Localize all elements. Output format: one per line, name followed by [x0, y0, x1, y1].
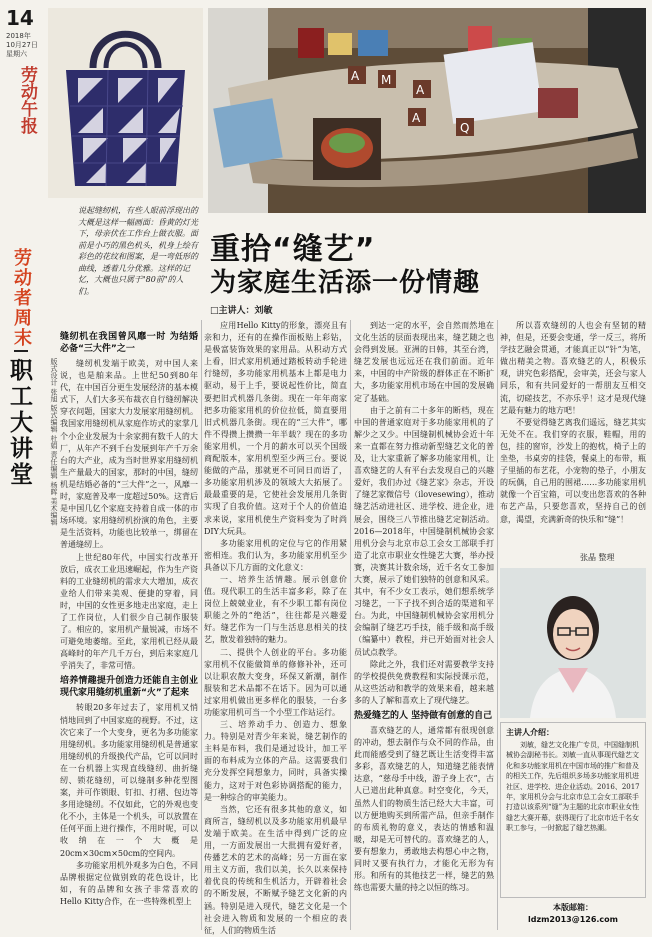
svg-text:A: A: [416, 83, 425, 97]
speaker-portrait: [500, 568, 646, 718]
photo-caption: 说起缝纫机，有些人眼前浮现出的大概是这样一幅画面：昏黄的灯光下，母亲伏在工作台上做衣服。面前是小巧的黑色机头，机身上绘有彩色的花纹和图案，是一弯低形的曲线，透着几分优雅。这样的记忆，大概也只属于"80前"的人们。: [78, 206, 198, 296]
svg-text:A: A: [412, 111, 421, 125]
host-byline: □主讲人：刘敏: [210, 306, 273, 316]
column-rule: [201, 320, 202, 930]
headline-line-2: 为家庭生活添一份情趣: [210, 268, 481, 298]
subheading-history: 缝纫机在我国曾风靡一时 为结婚必备“三大件”之一: [60, 332, 198, 354]
issue-date: [6, 32, 38, 59]
editor-credits: 版式设计 张旭 版式编辑 杜娟 责任编辑 杨晖 美术编辑: [50, 358, 58, 526]
article-column-4: [500, 320, 646, 560]
paragraph: 缝纫机发端于欧美，对中国人来说，也是舶来品。上世纪50到80年代，在中国百分更生发展经济的基本模式下，人们大多买布裁衣自行缝纫解决穿衣问题，国家大力发展家用缝纫机。我国家用缝纫机从家庭作坊式的家掌几个小企业发展为十余家拥有数千人的大厂，从年产不到千台发展到年产千万余台的大产业，成为当时世界家用缝纫机生产量最大的国家，那时的中国，缝纫机是结婚必备的“三大件”之一，风靡一时，家庭普及率一度超过50%。这背后是中国几亿个家庭支持着自成一体的市场环境。家用缝纫机扮演的角色，主要是生活资料，功能也比较单一，绑留在普通缝纫上。: [60, 359, 198, 550]
subheading-creative: 热爱缝艺的人 坚持做有创意的自己: [354, 711, 493, 721]
compiler-signoff: 张晶 整理: [580, 553, 615, 562]
column-rule: [350, 320, 351, 930]
mailbox-email[interactable]: ldzm2013@126.com: [527, 915, 619, 924]
paragraph: 不要觉得缝艺离我们遥远，缝艺其实无处不在。我们穿的衣服，鞋帽，用的包，挂的窗帘，沙发上的抱枕，椅子上的坐垫，书桌旁的挂袋，餐桌上的布带，瓶子里插的布艺花，小宠物的垫子，小朋友的玩偶，自己用的围裙……多功能家用机就像一个百宝箱，可以变出您喜欢的各种布艺产品，只要您喜欢，坚持自己的创意，渴望，充满新奇的快乐和“缝”！: [500, 417, 646, 524]
paragraph: 喜欢缝艺的人，通常都有很现创意的冲动，想去制作与众不同的作品，由此而能感受到了缝艺既让生活变得丰富多彩，喜欢缝艺的人，知道缝艺能表情达意，“慈母手中线，游子身上衣”，古人已道出此种真意。时空变化，今天，虽然人们的物质生活已经大大丰富，可以方便地购买到所需产品，但亲手制作的布质礼物的意义，表达的情感和温暖，却是无可替代的。喜欢缝艺的人，要有想象力，勇敢地去构想心中之物，同时又要有执行力，才能化无形为有形。和所有的其他技艺一样，缝艺的熟练也需要大量的持之以恒的练习。: [354, 726, 494, 893]
date-line-day: 10月27日: [6, 41, 38, 49]
paragraph: 应用Hello Kitty的形象，漂亮且有亲和力，还有的在操作面板贴上彩钻，是极富装饰效果的家用品。从积动方式上看，旧式家用机通过踏板转动手轮进行缝纫，多功能家用机基本上都是电力驱动，易于上手，要说起性价比，简直要把旧式机器几条街。现在一年年商家把多功能家用机的价位拉低，简直要用旧式机器几条街。现在的“三大件”，哪件不得攒上攒攒一年半载？现在的多功能家用机，一个月的薪水可以买个国级商配版本，家用机型至少两三台。要说能做的产品，那就更不可同日而语了，多功能家用机涉及的领域大大拓展了。最最重要的是，它使社会发展用几条街实现了自我价值。这对于个人的价值追求来说，家用机使生产资料变为了时尚DIY大玩具。: [204, 321, 347, 536]
column-label-weekend: 劳动者周末: [11, 248, 32, 348]
page-mailbox: [500, 902, 646, 926]
paragraph: 除此之外，我们还对需要教学支持的学校提供免费教程和实际授课示范，从这些活动和教学的效果来看，越来越多的人了解和喜欢上了现代缝艺。: [354, 659, 494, 705]
column-divider: [14, 350, 28, 358]
mailbox-label: 本版邮箱：: [553, 903, 593, 912]
column-rule: [497, 320, 498, 930]
bio-text: 刘敏，缝艺文化推广专员，中国缝制机械协会副秘书长。刘敏一直从事现代缝艺文化和多功能家用机在中国市场的推广和普及的相关工作，先后组织多场多功能家用机进社区、进学校、进企业活动。2016、2017年，家用机分会与北京市总工会女工部联手打造以该系列“缝”为主题的北京市职业女性缝艺大赛开幕，获得现行了北京市近千名女职工参与，一时掀起了缝艺热潮。: [506, 741, 640, 833]
article-column-3: [354, 320, 494, 930]
paragraph: 由于之前有二十多年的断档，现在中国的普通家庭对于多功能家用机的了解少之又少。中国缝制机械协会近十年来一直都在努力推动新型缝艺文化的普及，让大家重新了解多功能家用机，让喜欢缝艺的人有平台去发现自己的兴趣爱好，我们办过《缝艺家》杂志，开设了缝艺家微信号（ilovesewing），推动缝艺活动进社区、进学校、进企业，进展会，围绕三八节推出缝艺定制活动。2016—2018年，中国缝制机械协会家用机分会与北京市总工会女工部联手打造了北京市职业女性缝艺大赛，举办授赛，决赛其计数余场，近千名女工参加大赛，展示了她们独特的创意和风采。其中，有不少女工表示，她们想系统学习缝艺，一下子找不到合适的渠道和平台。为此，中国缝制机械协会家用机分会编制了缝艺巧手技，能手级和高手级（编纂中）教程，并已开始面对社会人员试点教学。: [354, 405, 494, 657]
paragraph: 当然，它还有很多其他的意义，如商所言，缝纫机以及多功能家用机最早发端于欧美。在生活中得到广泛的应用，一方面发展出一大批拥有爱好者，传播艺术的艺术的高峰；另一方面在家用主义方面，我们以美，长久以来保持着优良的传统和生机活力，开辟着社会的不断发展，不断赋予缝艺文化新的内涵。特别是进入现代，缝艺文化是一个社会进入物质和发展的一个相应的表征，人们的物质生活: [204, 804, 347, 935]
svg-text:A: A: [351, 69, 360, 83]
paragraph: 二、提供个人创业的平台。多功能家用机不仅能做简单的修修补补，还可以让职农散大变身，环保又新潮，制作服装和艺术品都不在话下。因为可以通过家用机做出更多样化的服装，一台多功能家用机可当一个小型工作站运行。: [204, 647, 347, 717]
paragraph: 到达一定的水平，会自然而然地在文化生活的层面表现出来，缝艺随之也会得到发展。亚洲的日韩，其至台湾，缝艺发展也远远还在我们前面。近年来，中国的中产阶级的群体正在不断扩大，多功能家用机市场在中国的发展确定了基础。: [354, 321, 494, 403]
article-column-2: [204, 320, 347, 935]
speaker-bio-box: [500, 722, 646, 898]
paragraph: 多功能家用机外观多为白色，不同品牌根据定位做别致的花色设计，比如，有的品牌和女孩子非常喜欢的Hello Kitty合作，在一些特殊机型上: [60, 860, 198, 906]
svg-text:Q: Q: [460, 121, 470, 135]
paragraph: 上世纪80年代，中国实行改革开放后，成衣工业迅速崛起，作为生产资料的工业缝纫机的需求大大增加，成衣业给人们带来美观、便捷的穿着，同时，中国的女性更多地走出家庭，走上了工作岗位，人们很少自己制作服装了。相应的，家用机产量锐减，市场不可避免地萎缩。至此，家用机已经从最高峰时的年产几千万台，到后来家庭几乎消失了，非常可惜。: [60, 552, 198, 671]
quilted-bag-photo: [48, 8, 203, 198]
paragraph: 多功能家用机的定位与它的作用紧密相连。我们认为，多功能家用机至少具备以下几方面的文化意义：: [204, 538, 347, 572]
article-column-1: [60, 328, 198, 930]
subheading-revival: 培养情趣提升创造力还能自主创业 现代家用缝纫机重新“火”了起来: [60, 676, 198, 699]
headline-line-1: 重拾“缝艺”: [210, 232, 376, 267]
paragraph: 转眼20多年过去了，家用机又悄悄地回到了中国家庭的视野。不过，这次它来了一个大变身，更名为多功能家用缝纫机。多功能家用缝纫机是普通家用缝纫机的升级换代产品，它可以同时在一台机器上实现直线缝纫、曲折缝纫、锁花缝纫，可以缝制多种花型图案，并可作锁眼、钉扣、打褶、包边等多用途缝纫。不仅如此，它的外观也变化不小，主体是一个机头，可以放置在任何平面上进行操作，不用时呢，可以收纳在一个大概是20cm×30cm×50cm的空间内。: [60, 703, 198, 858]
column-label-lecture: 职工大讲堂: [6, 358, 32, 488]
date-line-weekday: 星期六: [6, 50, 27, 58]
date-line-year: 2018年: [6, 32, 31, 40]
paper-logo: 劳动午报: [17, 66, 37, 134]
sewing-workshop-photo: [208, 8, 646, 213]
paragraph: 三、培养动手力、创造力、想象力。特别是对青少年来说，缝艺制作的主料是布料，我们是通过设计，加工平面的布料成为立体的产品。这需要我们充分发挥空间想象力，同时，具备实操能力，这对于对色彩协调搭配的能力，是一种综合的审美能力。: [204, 720, 347, 802]
page-number: 14: [6, 6, 34, 30]
paragraph: 一、培养生活情趣。展示创意价值。现代职工的生活丰富多彩，除了在岗位上兢兢业业，有不少职工都有岗位职能之外的“绝活”，往往都是兴趣爱好。缝艺作为一门与生活息息相关的技艺，散发着独特的魅力。: [204, 574, 347, 645]
bio-title: 主讲人介绍：: [506, 728, 554, 737]
paragraph: 所以喜欢缝纫的人也会有坚韧的精神，但是，还要会变通，学一反三，将所学技艺融会贯通，才能真正以“针”为笔，做出精美之物。喜欢缝艺的人，积极乐观，讲究色彩搭配，会审美，还会与家人同乐，和有共同爱好的一帮朋友互相交流，切磋技艺，不亦乐乎！这才是现代缝艺最有魅力的地方吧！: [500, 321, 646, 415]
svg-text:M: M: [381, 73, 392, 87]
